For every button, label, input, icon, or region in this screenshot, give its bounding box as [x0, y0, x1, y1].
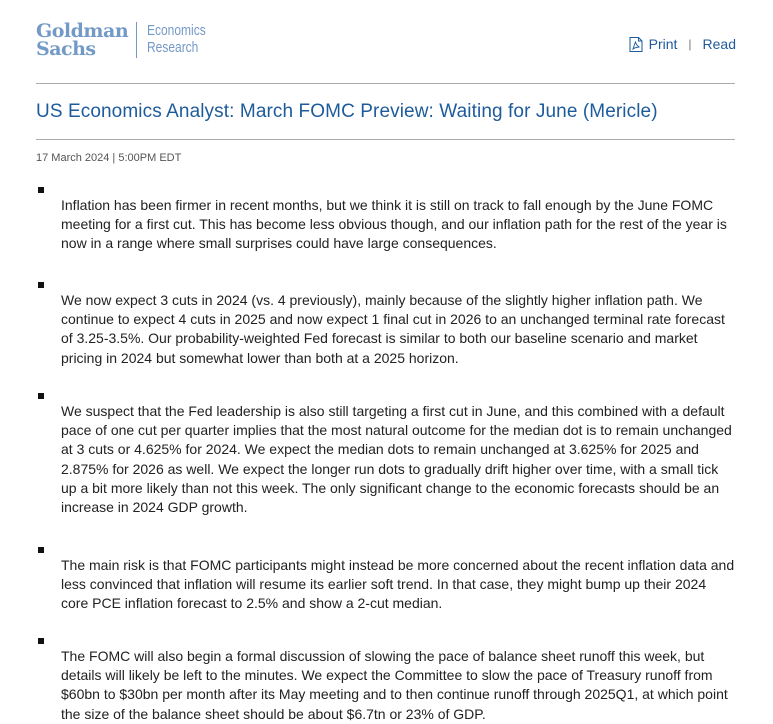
logo-line-goldman: Goldman: [36, 20, 129, 42]
key-points-list: [36, 186, 736, 724]
bullet-marker: [38, 282, 44, 288]
bullet-marker: [38, 547, 44, 553]
title-divider: [36, 139, 735, 140]
header: [36, 22, 736, 62]
read-link[interactable]: Read: [702, 36, 736, 52]
article-title: US Economics Analyst: March FOMC Preview: Waiting for June (Mericle): [36, 101, 658, 122]
print-link[interactable]: Print: [648, 36, 678, 52]
logo-divider: [136, 22, 137, 58]
publication-date: 17 March 2024 | 5:00PM EDT: [36, 152, 182, 164]
goldman-sachs-logo[interactable]: [36, 22, 221, 58]
key-point: [36, 186, 736, 281]
key-point: [36, 392, 736, 546]
key-point-text: Inflation has been firmer in recent months, but we think it is still on track to fall enough by the June FOMC meeting for a first cut. This has become less obvious though, and our inflation path for the rest of the year is now in a range where small surprises could have large consequences.: [61, 197, 727, 252]
header-divider: [36, 83, 735, 84]
bullet-marker: [38, 393, 44, 399]
logo-division: [147, 22, 206, 56]
key-point: [36, 637, 736, 724]
bullet-marker: [38, 187, 44, 193]
key-point-text: The FOMC will also begin a formal discussion of slowing the pace of balance sheet runoff this week, but details will likely be left to the minutes. We expect the Committee to slow the pace of Treasury runoff from $60bn to $30bn per month after its May meeting and to then continue runoff through 2025Q1, at which point the size of the balance sheet should be about $6.7tn or 23% of GDP.: [61, 648, 728, 722]
article-actions: [629, 36, 736, 52]
key-point-text: We now expect 3 cuts in 2024 (vs. 4 previously), mainly because of the slightly higher inflation path. We continue to expect 4 cuts in 2025 and now expect 1 final cut in 2026 to an unchanged terminal rate forecast of 3.25-3.5%. Our probability-weighted Fed forecast is similar to both our baseline scenario and market pricing in 2024 but somewhat lower than both at a 2025 horizon.: [61, 292, 725, 366]
logo-line-economics: Economics: [147, 22, 206, 39]
logo-wordmark: [36, 22, 128, 58]
key-point: [36, 546, 736, 637]
logo-line-sachs: Sachs: [36, 38, 96, 60]
key-point-text: The main risk is that FOMC participants might instead be more concerned about the recent inflation data and less convinced that inflation will resume its earlier soft trend. In that case, they might bump up their 2024 core PCE inflation forecast to 2.5% and show a 2-cut median.: [61, 557, 735, 612]
key-point-text: We suspect that the Fed leadership is also still targeting a first cut in June, and this combined with a default pace of one cut per quarter implies that the most natural outcome for the median dot is to remain unchanged at 3 cuts or 4.625% for 2024. We expect the median dots to remain unchanged at 3.625% for 2025 and 2.875% for 2026 as well. We expect the longer run dots to gradually drift higher over time, with a small tick up a bit more likely than not this week. The only significant change to the economic forecasts should be an increase in 2024 GDP growth.: [61, 403, 732, 516]
pdf-icon[interactable]: [629, 37, 643, 52]
key-point: [36, 281, 736, 392]
actions-separator: |: [688, 37, 692, 51]
bullet-marker: [38, 638, 44, 644]
logo-line-research: Research: [147, 39, 199, 56]
